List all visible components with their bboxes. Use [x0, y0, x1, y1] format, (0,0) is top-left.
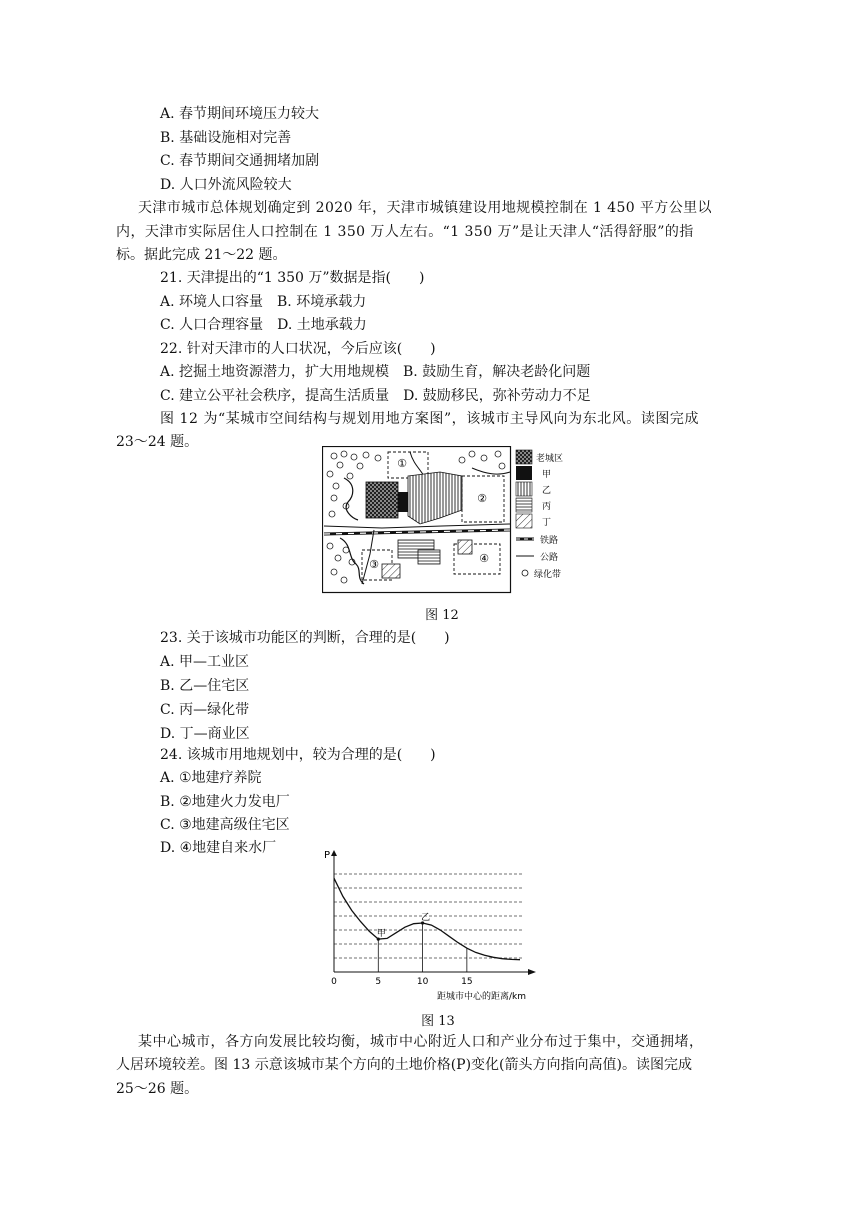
x-tick-label: 10: [416, 977, 429, 987]
question-23-option-c: C. 丙—绿化带: [160, 702, 250, 718]
paragraph-line: 人居环境较差。图 13 示意该城市某个方向的土地价格(P)变化(箭头方向指向高值)。读图完成: [116, 1057, 692, 1073]
option-d: D. 人口外流风险较大: [160, 177, 292, 193]
legend-old-city: 老城区: [536, 454, 564, 464]
paragraph-line: 23～24 题。: [116, 434, 199, 450]
site-3-label: ③: [369, 558, 379, 571]
x-axis-arrow: [528, 969, 536, 975]
question-24-option-b: B. ②地建火力发电厂: [160, 794, 290, 810]
paragraph-line: 图 12 为“某城市空间结构与规划用地方案图”，该城市主导风向为东北风。读图完成: [160, 411, 700, 427]
paragraph-line: 标。据此完成 21～22 题。: [116, 247, 287, 263]
old-city-area: [366, 482, 398, 518]
paragraph-line: 内，天津市实际居住人口控制在 1 350 万人左右。“1 350 万”是让天津人“活得舒服”的指: [116, 224, 694, 240]
option-c: C. 春节期间交通拥堵加剧: [160, 153, 320, 169]
legend-bing: 丙: [542, 502, 552, 512]
question-23-option-a: A. 甲—工业区: [160, 654, 250, 670]
map-legend: [516, 450, 563, 580]
x-tick-label: 0: [331, 977, 337, 987]
question-24-stem: 24. 该城市用地规划中，较为合理的是( ): [160, 747, 436, 763]
point-label: 甲: [376, 929, 386, 940]
question-22-options: C. 建立公平社会秩序，提高生活质量 D. 鼓励移民，弥补劳动力不足: [160, 388, 591, 404]
figure-12-caption: 图 12: [425, 608, 459, 623]
figure-13-chart: [316, 850, 546, 1002]
x-tick-label: 5: [375, 977, 382, 987]
question-22-options: A. 挖掘土地资源潜力，扩大用地规模 B. 鼓励生育，解决老龄化问题: [160, 364, 591, 380]
question-21-options: C. 人口合理容量 D. 土地承载力: [160, 317, 367, 333]
legend-railway: 铁路: [540, 536, 559, 546]
question-23-option-b: B. 乙—住宅区: [160, 678, 250, 694]
x-tick-label: 15: [461, 977, 473, 987]
legend-green-belt: 绿化带: [534, 570, 562, 580]
y-axis-label: P: [324, 850, 331, 861]
legend-road: 公路: [540, 553, 559, 563]
figure-13-caption: 图 13: [421, 1014, 455, 1029]
paragraph-line: 25～26 题。: [116, 1081, 199, 1097]
option-b: B. 基础设施相对完善: [160, 130, 292, 146]
y-axis-arrow: [331, 850, 337, 856]
site-2-label: ②: [477, 492, 487, 505]
question-22-stem: 22. 针对天津市的人口状况，今后应该( ): [160, 341, 436, 357]
figure-12-map: [322, 446, 584, 594]
legend-yi: 乙: [542, 486, 552, 496]
zone-ding: [382, 564, 400, 578]
question-23-option-d: D. 丁—商业区: [160, 726, 250, 742]
paragraph-line: 天津市城市总体规划确定到 2020 年，天津市城镇建设用地规模控制在 1 450 平方公里以: [138, 200, 712, 216]
site-1-label: ①: [397, 457, 407, 470]
question-21-stem: 21. 天津提出的“1 350 万”数据是指( ): [160, 270, 425, 286]
question-23-stem: 23. 关于该城市功能区的判断，合理的是( ): [160, 630, 450, 646]
point-label: 乙: [421, 913, 431, 923]
x-axis-label: 距城市中心的距离/km: [436, 992, 526, 1002]
question-24-option-c: C. ③地建高级住宅区: [160, 817, 290, 833]
question-24-option-a: A. ①地建疗养院: [160, 770, 262, 786]
paragraph-line: 某中心城市，各方向发展比较均衡，城市中心附近人口和产业分布过于集中，交通拥堵，: [138, 1034, 704, 1050]
legend-ding: 丁: [542, 518, 552, 528]
option-a: A. 春节期间环境压力较大: [160, 106, 320, 122]
legend-jia: 甲: [542, 470, 552, 480]
site-4-label: ④: [479, 552, 489, 565]
question-24-option-d: D. ④地建自来水厂: [160, 840, 277, 856]
question-21-options: A. 环境人口容量 B. 环境承载力: [160, 294, 367, 310]
